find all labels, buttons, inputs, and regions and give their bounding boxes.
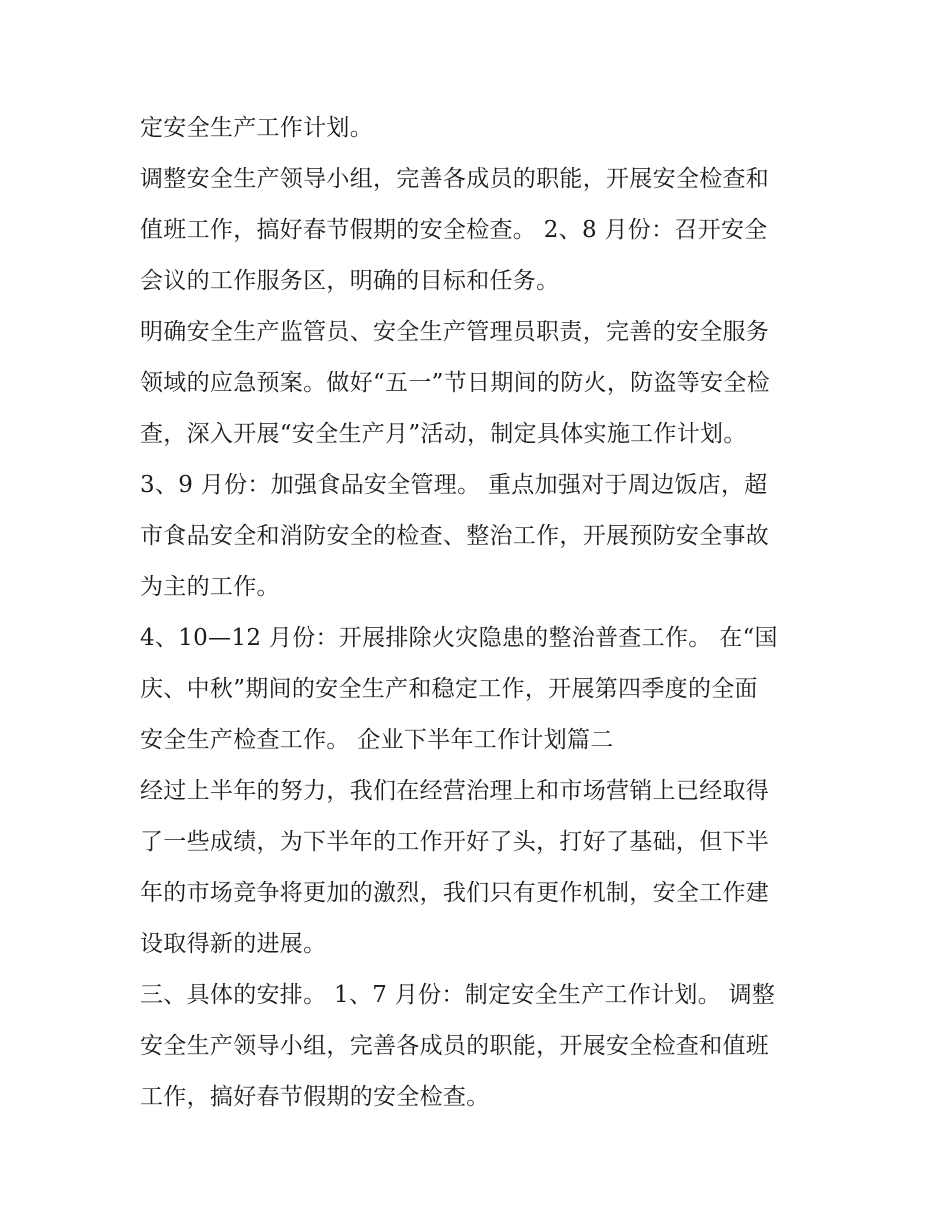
text-line: 经过上半年的努力，我们在经营治理上和市场营销上已经取得 — [140, 778, 770, 804]
text-line: 了一些成绩，为下半年的工作开好了头，打好了基础，但下半 — [140, 829, 770, 855]
text-line: 设取得新的进展。 — [140, 931, 327, 957]
text-line: 3、9 月份：加强食品安全管理。 重点加强对于周边饭店，超 — [140, 472, 768, 498]
text-line: 值班工作，搞好春节假期的安全检查。 2、8 月份：召开安全 — [140, 217, 768, 243]
body-text — [140, 103, 830, 1123]
text-line: 会议的工作服务区，明确的目标和任务。 — [140, 268, 560, 294]
text-line: 庆、中秋”期间的安全生产和稳定工作，开展第四季度的全面 — [140, 676, 758, 702]
text-line: 安全生产检查工作。 企业下半年工作计划篇二 — [140, 727, 614, 753]
text-line: 调整安全生产领导小组，完善各成员的职能，开展安全检查和 — [140, 166, 770, 192]
text-line: 领域的应急预案。做好“五一”节日期间的防火，防盗等安全检 — [140, 370, 770, 396]
text-line: 明确安全生产监管员、安全生产管理员职责，完善的安全服务 — [140, 319, 770, 345]
text-line: 4、10—12 月份：开展排除火灾隐患的整治普查工作。 在“国 — [140, 625, 778, 651]
text-line: 安全生产领导小组，完善各成员的职能，开展安全检查和值班 — [140, 1033, 770, 1059]
text-line: 年的市场竞争将更加的激烈，我们只有更作机制，安全工作建 — [140, 880, 770, 906]
text-line: 三、具体的安排。 1、7 月份：制定安全生产工作计划。 调整 — [140, 982, 776, 1008]
text-line: 为主的工作。 — [140, 574, 280, 600]
text-line: 定安全生产工作计划。 — [140, 115, 373, 141]
text-line: 工作，搞好春节假期的安全检查。 — [140, 1084, 490, 1110]
text-line: 市食品安全和消防安全的检查、整治工作，开展预防安全事故 — [140, 523, 770, 549]
text-line: 查，深入开展“安全生产月”活动，制定具体实施工作计划。 — [140, 421, 747, 447]
